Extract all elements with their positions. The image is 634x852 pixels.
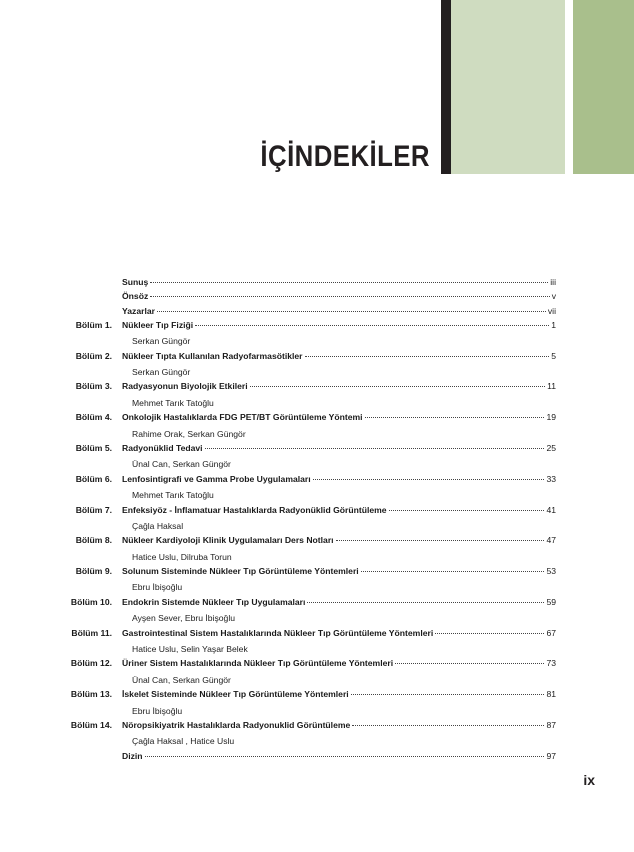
toc-entry-chapter	[0, 689, 634, 720]
dot-leader	[352, 725, 544, 726]
toc-entry-chapter	[0, 535, 634, 566]
entry-page-number[interactable]: 59	[546, 596, 556, 607]
decorative-dark-green-box	[573, 0, 634, 174]
decorative-black-bar	[441, 0, 451, 174]
dot-leader	[150, 296, 549, 297]
chapter-label: Bölüm 13.	[70, 689, 112, 700]
chapter-authors: Ebru İbişoğlu	[132, 705, 183, 716]
chapter-label: Bölüm 9.	[75, 566, 112, 577]
chapter-label: Bölüm 8.	[75, 535, 112, 546]
toc-entry-chapter	[0, 412, 634, 443]
entry-title[interactable]: Onkolojik Hastalıklarda FDG PET/BT Görüntüleme Yöntemi	[122, 412, 363, 423]
dot-leader	[250, 386, 545, 387]
toc-entry-back-matter	[0, 751, 634, 765]
chapter-authors: Hatice Uslu, Dilruba Torun	[132, 551, 232, 562]
entry-page-number[interactable]: 53	[546, 566, 556, 577]
chapter-label: Bölüm 7.	[75, 504, 112, 515]
entry-page-number[interactable]: iii	[550, 277, 556, 287]
entry-page-number[interactable]: 33	[546, 473, 556, 484]
entry-title[interactable]: Nöropsikiyatrik Hastalıklarda Radyonuklid Görüntüleme	[122, 720, 351, 731]
toc-entry-chapter	[0, 381, 634, 412]
chapter-authors: Rahime Orak, Serkan Güngör	[132, 428, 246, 439]
dot-leader	[307, 602, 544, 603]
page-number: ix	[583, 772, 595, 788]
dot-leader	[145, 756, 545, 757]
entry-title[interactable]: Dizin	[122, 750, 143, 761]
toc-entry-chapter	[0, 566, 634, 597]
toc-entry-chapter	[0, 474, 634, 505]
dot-leader	[361, 571, 545, 572]
chapter-label: Bölüm 4.	[75, 412, 112, 423]
dot-leader	[389, 510, 545, 511]
chapter-authors: Çağla Haksal	[132, 520, 184, 531]
entry-page-number[interactable]: v	[551, 291, 556, 302]
chapter-authors: Ebru İbişoğlu	[132, 582, 183, 593]
chapter-authors: Çağla Haksal , Hatice Uslu	[132, 736, 235, 747]
entry-page-number[interactable]: 81	[546, 689, 556, 700]
toc-entry-chapter	[0, 351, 634, 382]
entry-page-number[interactable]: 19	[546, 412, 556, 423]
dot-leader	[313, 479, 545, 480]
dot-leader	[195, 325, 549, 326]
entry-title[interactable]: Gastrointestinal Sistem Hastalıklarında Nükleer Tıp Görüntüleme Yöntemleri	[122, 627, 434, 638]
decorative-light-green-box	[451, 0, 565, 174]
toc-entry-chapter	[0, 320, 634, 351]
entry-page-number[interactable]: 1	[551, 319, 556, 330]
entry-page-number[interactable]: 87	[546, 720, 556, 731]
toc-entry-chapter	[0, 628, 634, 659]
toc-entry-chapter	[0, 597, 634, 628]
toc-entry-chapter	[0, 505, 634, 536]
chapter-authors: Ünal Can, Serkan Güngör	[132, 674, 231, 685]
toc-entry-chapter	[0, 443, 634, 474]
chapter-authors: Ayşen Sever, Ebru İbişoğlu	[132, 613, 236, 624]
entry-title[interactable]: Nükleer Tıp Fiziği	[122, 319, 194, 330]
dot-leader	[365, 417, 545, 418]
entry-title[interactable]: Enfeksiyöz - İnflamatuar Hastalıklarda Radyonüklid Görüntüleme	[122, 504, 387, 515]
chapter-label: Bölüm 3.	[75, 381, 112, 392]
chapter-authors: Mehmet Tarık Tatoğlu	[132, 490, 214, 501]
toc-entry-chapter	[0, 720, 634, 751]
chapter-label: Bölüm 10.	[70, 596, 112, 607]
chapter-label: Bölüm 12.	[70, 658, 112, 669]
entry-title[interactable]: Nükleer Kardiyoloji Klinik Uygulamaları Ders Notları	[122, 535, 334, 546]
entry-title[interactable]: Nükleer Tıpta Kullanılan Radyofarmasötikler	[122, 350, 303, 361]
dot-leader	[435, 633, 544, 634]
toc-entry-front-matter	[0, 306, 634, 320]
dot-leader	[336, 540, 545, 541]
chapter-label: Bölüm 14.	[70, 720, 112, 731]
entry-page-number[interactable]: 41	[546, 504, 556, 515]
dot-leader	[395, 663, 544, 664]
dot-leader	[157, 311, 546, 312]
entry-title[interactable]: Yazarlar	[122, 305, 155, 316]
entry-page-number[interactable]: 25	[546, 443, 556, 454]
entry-title[interactable]: Solunum Sisteminde Nükleer Tıp Görüntüleme Yöntemleri	[122, 566, 359, 577]
dot-leader	[205, 448, 545, 449]
entry-title[interactable]: Sunuş	[122, 277, 149, 287]
entry-title[interactable]: Lenfosintigrafi ve Gamma Probe Uygulamaları	[122, 473, 311, 484]
dot-leader	[150, 282, 548, 283]
dot-leader	[351, 694, 545, 695]
entry-page-number[interactable]: 11	[547, 381, 556, 392]
toc-entry-front-matter	[0, 291, 634, 305]
entry-page-number[interactable]: 97	[546, 750, 556, 761]
entry-page-number[interactable]: 47	[546, 535, 556, 546]
chapter-label: Bölüm 1.	[75, 319, 112, 330]
entry-title[interactable]: Endokrin Sistemde Nükleer Tıp Uygulamaları	[122, 596, 306, 607]
entry-title[interactable]: Radyasyonun Biyolojik Etkileri	[122, 381, 248, 392]
chapter-authors: Hatice Uslu, Selin Yaşar Belek	[132, 644, 248, 654]
chapter-label: Bölüm 5.	[75, 443, 112, 454]
table-of-contents	[0, 277, 634, 765]
chapter-authors: Serkan Güngör	[132, 366, 191, 377]
entry-page-number[interactable]: vii	[547, 305, 556, 316]
entry-title[interactable]: İskelet Sisteminde Nükleer Tıp Görüntüleme Yöntemleri	[122, 689, 349, 700]
chapter-label: Bölüm 11.	[71, 627, 112, 638]
toc-entry-front-matter	[0, 277, 634, 291]
entry-page-number[interactable]: 67	[546, 627, 556, 638]
entry-page-number[interactable]: 5	[551, 350, 556, 361]
entry-title[interactable]: Önsöz	[122, 291, 149, 302]
chapter-authors: Mehmet Tarık Tatoğlu	[132, 397, 214, 408]
chapter-authors: Ünal Can, Serkan Güngör	[132, 459, 231, 470]
entry-title[interactable]: Radyonüklid Tedavi	[122, 443, 203, 454]
dot-leader	[305, 356, 550, 357]
entry-page-number[interactable]: 73	[546, 658, 556, 669]
chapter-authors: Serkan Güngör	[132, 336, 191, 347]
toc-entry-chapter	[0, 658, 634, 689]
chapter-label: Bölüm 2.	[75, 350, 112, 361]
chapter-label: Bölüm 6.	[75, 473, 112, 484]
entry-title[interactable]: Üriner Sistem Hastalıklarında Nükleer Tıp Görüntüleme Yöntemleri	[122, 658, 394, 669]
page-title: İÇİNDEKİLER	[260, 140, 430, 173]
